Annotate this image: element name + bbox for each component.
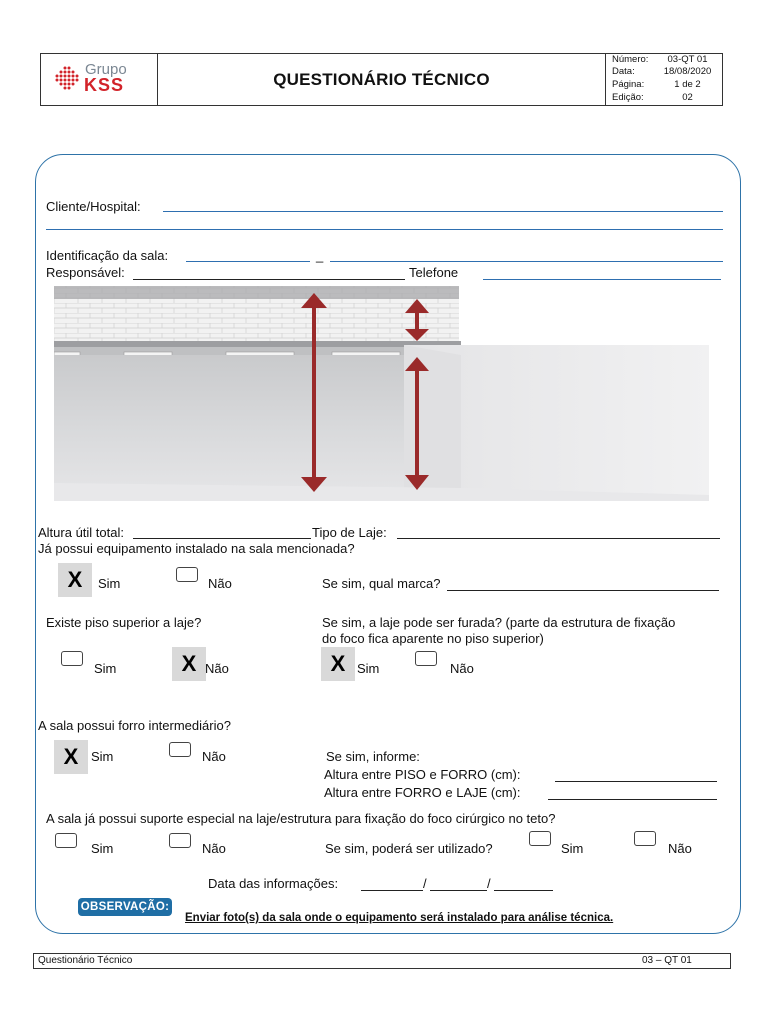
q4b-nao-checkbox[interactable] — [634, 831, 656, 846]
responsavel-field[interactable] — [133, 279, 405, 280]
identificacao-label: Identificação da sala: — [46, 248, 169, 263]
document-meta — [605, 53, 723, 106]
footer-left: Questionário Técnico — [38, 955, 133, 966]
false-ceiling — [54, 341, 461, 347]
q1-marca-field[interactable] — [447, 590, 719, 591]
meta-edicao: Edição: 02 — [612, 92, 693, 103]
q2-follow-line1: Se sim, a laje pode ser furada? (parte da estrutura de fixação — [322, 615, 676, 630]
q3-nao-label: Não — [202, 749, 226, 764]
altura-util-field[interactable] — [133, 538, 311, 539]
q1-nao-checkbox[interactable] — [176, 567, 198, 582]
meta-data: Data: 18/08/2020 — [612, 66, 712, 77]
q3-piso-forro-label: Altura entre PISO e FORRO (cm): — [324, 767, 521, 782]
telefone-label: Telefone — [409, 265, 459, 280]
q2-nao-checkbox[interactable]: X — [172, 647, 206, 681]
q2b-nao-checkbox[interactable] — [415, 651, 437, 666]
data-year-field[interactable] — [494, 890, 553, 891]
q4b-nao-label: Não — [668, 841, 692, 856]
cliente-field[interactable] — [163, 211, 723, 212]
tipo-laje-label: Tipo de Laje: — [312, 525, 387, 540]
q3-follow-label: Se sim, informe: — [326, 749, 420, 764]
q4-sim-label: Sim — [91, 841, 114, 856]
data-day-field[interactable] — [361, 890, 423, 891]
q3-sim-checkbox[interactable]: X — [54, 740, 88, 774]
identificacao-dash: _ — [316, 248, 324, 263]
q4-nao-label: Não — [202, 841, 226, 856]
cliente-extra-line[interactable] — [46, 229, 723, 230]
q4b-sim-label: Sim — [561, 841, 584, 856]
data-sep-1: / — [423, 876, 427, 891]
observacao-badge: OBSERVAÇÃO: — [78, 898, 172, 916]
responsavel-label: Responsável: — [46, 265, 125, 280]
q4-nao-checkbox[interactable] — [169, 833, 191, 848]
q2b-sim-label: Sim — [357, 661, 380, 676]
q4-follow-label: Se sim, poderá ser utilizado? — [325, 841, 493, 856]
q2-nao-label: Não — [205, 661, 229, 676]
q2-text: Existe piso superior a laje? — [46, 615, 202, 630]
q1-text: Já possui equipamento instalado na sala mencionada? — [38, 541, 355, 556]
data-sep-2: / — [487, 876, 491, 891]
q2-sim-label: Sim — [94, 661, 117, 676]
q1-sim-checkbox[interactable]: X — [58, 563, 92, 597]
logo-grupo: Grupo — [85, 61, 127, 78]
q4-sim-checkbox[interactable] — [55, 833, 77, 848]
q3-sim-label: Sim — [91, 749, 114, 764]
q4b-sim-checkbox[interactable] — [529, 831, 551, 846]
altura-util-label: Altura útil total: — [38, 525, 124, 540]
q3-nao-checkbox[interactable] — [169, 742, 191, 757]
data-label: Data das informações: — [208, 876, 339, 891]
q4-text: A sala já possui suporte especial na laje/estrutura para fixação do foco cirúrgico no teto? — [46, 811, 556, 826]
logo-cell — [40, 53, 158, 106]
q3-text: A sala possui forro intermediário? — [38, 718, 231, 733]
footer — [33, 953, 731, 969]
telefone-field[interactable] — [483, 279, 721, 280]
q2-follow-line2: do foco fica aparente no piso superior) — [322, 631, 544, 646]
meta-numero: Número: 03-QT 01 — [612, 54, 708, 65]
identificacao-field[interactable] — [186, 261, 310, 262]
q2b-nao-label: Não — [450, 661, 474, 676]
q3-piso-forro-field[interactable] — [555, 781, 717, 782]
logo-dots-icon — [52, 65, 82, 95]
q1-sim-label: Sim — [98, 576, 121, 591]
tipo-laje-field[interactable] — [397, 538, 720, 539]
q3-forro-laje-label: Altura entre FORRO e LAJE (cm): — [324, 785, 521, 800]
data-month-field[interactable] — [430, 890, 487, 891]
page-title: QUESTIONÁRIO TÉCNICO — [273, 69, 490, 89]
room-illustration — [54, 283, 709, 503]
q1-follow-label: Se sim, qual marca? — [322, 576, 441, 591]
observacao-text: Enviar foto(s) da sala onde o equipamento será instalado para análise técnica. — [185, 912, 614, 924]
meta-pagina: Página: 1 de 2 — [612, 79, 701, 90]
plenum-bricks — [54, 299, 459, 341]
footer-right: 03 – QT 01 — [642, 955, 692, 966]
wall-left — [54, 355, 461, 501]
identificacao-field-2[interactable] — [330, 261, 723, 262]
cliente-label: Cliente/Hospital: — [46, 199, 141, 214]
logo-kss: KSS — [84, 75, 125, 95]
q3-forro-laje-field[interactable] — [548, 799, 717, 800]
q1-nao-label: Não — [208, 576, 232, 591]
q2b-sim-checkbox[interactable]: X — [321, 647, 355, 681]
q2-sim-checkbox[interactable] — [61, 651, 83, 666]
